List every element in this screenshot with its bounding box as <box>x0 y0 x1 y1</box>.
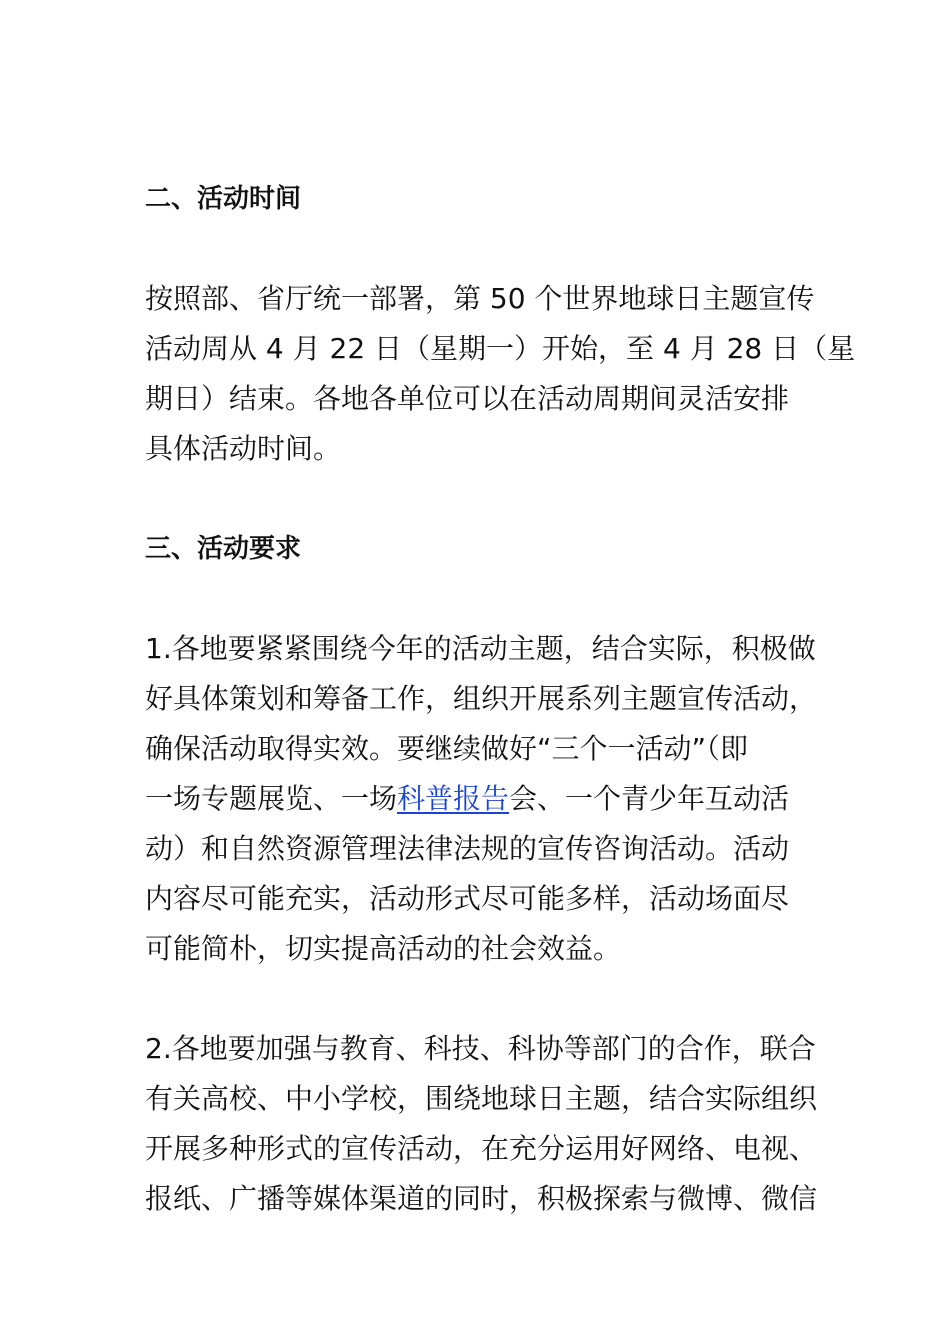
text-line: 有关高校、中小学校，围绕地球日主题，结合实际组织 <box>145 1082 818 1115</box>
paragraph-requirement-2 <box>145 1024 825 1224</box>
text-segment: 一场专题展览、一场 <box>145 782 398 815</box>
text-line: 具体活动时间。 <box>145 432 342 465</box>
text-line-with-link <box>145 774 825 824</box>
text-line: 动）和自然资源管理法律法规的宣传咨询活动。活动 <box>145 832 790 865</box>
text-line: 活动周从 4 月 22 日（星期一）开始，至 4 月 28 日（星 <box>145 332 856 365</box>
text-line: 开展多种形式的宣传活动，在充分运用好网络、电视、 <box>145 1132 818 1165</box>
text-segment: 会、一个青少年互动活 <box>509 782 790 815</box>
paragraph-activity-time <box>145 274 856 474</box>
text-line: 2.各地要加强与教育、科技、科协等部门的合作，联合 <box>145 1032 816 1065</box>
section-heading-activity-time: 二、活动时间 <box>145 184 302 214</box>
text-line: 按照部、省厅统一部署，第 50 个世界地球日主题宣传 <box>145 282 815 315</box>
text-line: 报纸、广播等媒体渠道的同时，积极探索与微博、微信 <box>145 1182 818 1215</box>
text-line: 1.各地要紧紧围绕今年的活动主题，结合实际，积极做 <box>145 632 816 665</box>
text-line: 可能简朴，切实提高活动的社会效益。 <box>145 932 622 965</box>
text-line: 确保活动取得实效。要继续做好“三个一活动”（即 <box>145 732 749 765</box>
text-line: 好具体策划和筹备工作，组织开展系列主题宣传活动， <box>145 682 818 715</box>
text-line: 期日）结束。各地各单位可以在活动周期间灵活安排 <box>145 382 790 415</box>
section-heading-activity-requirements: 三、活动要求 <box>145 534 302 564</box>
science-report-link[interactable]: 科普报告 <box>397 782 510 815</box>
text-line: 内容尽可能充实，活动形式尽可能多样，活动场面尽 <box>145 882 790 915</box>
paragraph-requirement-1 <box>145 624 825 974</box>
